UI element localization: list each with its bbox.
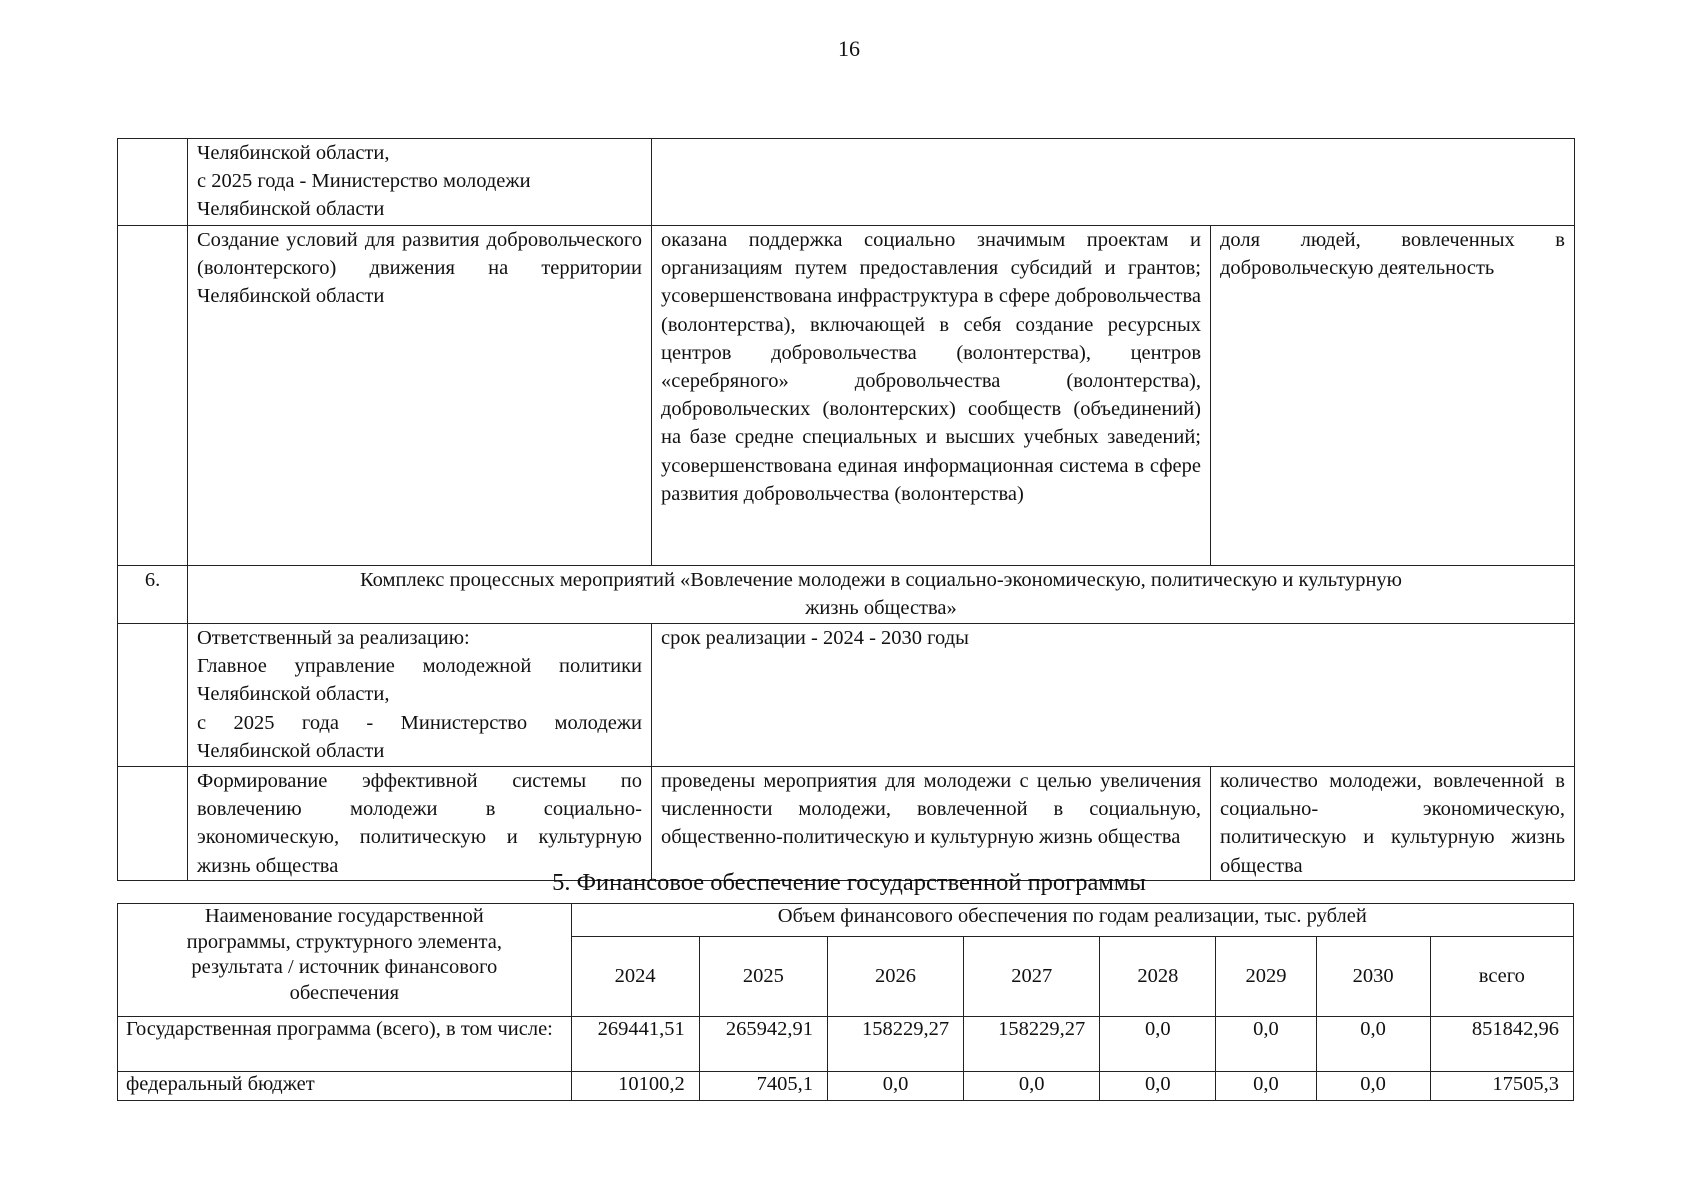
text-line: проведены мероприятия для молодежи с целью [661,770,1092,792]
text-line: Наименование государственной [204,905,484,927]
text-line: социальную, общественно-политическую и [661,798,1202,849]
text-line: «серебряного» добровольчества (волонтерства), [661,370,1201,393]
value-cell: 158229,27 [964,1017,1100,1072]
text-line: движения на территории Челябинской [197,257,642,308]
cell-number [118,139,188,226]
result-cell [652,767,1211,881]
text-line: доля людей, вовлеченных в [1220,229,1565,251]
text-line: Челябинской области, [197,142,390,164]
task-name-cell [188,226,652,566]
text-line: Челябинской области [197,198,385,221]
text-line: количество молодежи, [1220,770,1422,792]
table-row [118,566,1575,624]
table-row [118,1017,1574,1072]
responsible-cell-continued [188,139,652,226]
text-line: увеличения численности молодежи, вовлеченной в [661,770,1201,821]
text-line: с 2025 года - Министерство молодежи [197,170,531,193]
text-line: добровольческого (волонтерского) [197,229,642,280]
value-cell: 7405,1 [699,1072,827,1101]
text-line: и организациям путем предоставления субсидий и [661,229,1201,280]
task-name-cell [188,767,652,881]
name-column-header [118,904,572,1017]
value-cell: 851842,96 [1430,1017,1573,1072]
responsible-cell [188,624,652,767]
text-line: добровольческую деятельность [1220,257,1495,280]
value-cell: 0,0 [1216,1072,1316,1101]
text-line: включающей в себя создание ресурсных центров [661,313,1202,364]
value-cell: 17505,3 [1430,1072,1573,1101]
text-line: вовлеченной в социально- [1220,770,1565,821]
year-header: 2026 [827,937,963,1017]
row-name-cell [118,1017,572,1072]
row-name-cell: федеральный бюджет [118,1072,572,1101]
text-line: экономическую, политическую и [197,826,518,849]
text-line: культурную жизнь общества [930,826,1181,849]
indicator-cell [1211,226,1575,566]
indicator-cell [1211,767,1575,881]
value-cell: 265942,91 [699,1017,827,1072]
text-line: программы, структурного элемента, [186,930,502,953]
value-cell: 0,0 [1100,1017,1216,1072]
year-header: 2028 [1100,937,1216,1017]
page-number: 16 [838,36,860,61]
value-cell: 0,0 [1316,1072,1430,1101]
text-line: добровольчества (волонтерства), центров [771,341,1201,364]
empty-cell [652,139,1575,226]
value-cell: 269441,51 [571,1017,699,1072]
table-row [118,767,1575,881]
year-header: 2030 [1316,937,1430,1017]
year-header: 2025 [699,937,827,1017]
value-cell: 158229,27 [827,1017,963,1072]
cell-number [118,767,188,881]
section-title: 5. Финансовое обеспечение государственной программы [552,869,1146,896]
finance-table [117,903,1574,1101]
text-line: добровольческих (волонтерских) сообществ [661,398,1062,421]
table-row [118,1072,1574,1101]
year-header: 2027 [964,937,1100,1017]
text-line: высших учебных заведений; усовершенствована [661,426,1202,477]
value-cell: 0,0 [1216,1017,1316,1072]
text-line: жизнь общества» [805,597,957,620]
text-line: том числе: [460,1018,553,1040]
text-line: Ответственный за реализацию: [197,627,470,649]
year-header: 2024 [571,937,699,1017]
complex-title-cell [188,566,1575,624]
table-header-row [118,904,1574,937]
text-line: оказана поддержка социально значимым проектам [661,229,1169,251]
text-line: Создание условий для развития [197,229,480,251]
text-line: вовлечению молодежи в социально- [197,798,642,821]
text-line: Челябинской области [197,739,385,762]
text-line: Комплекс процессных мероприятий «Вовлечение молодежи в социально-экономическую, политическую и культурную [360,569,1402,591]
table-row [118,624,1575,767]
value-cell: 10100,2 [571,1072,699,1101]
text-line: экономическую, политическую [1220,798,1565,849]
text-line: с 2025 года - Министерство молодежи [197,711,642,734]
text-line: единая информационная система в сфере развития [661,454,1202,505]
text-line: добровольчества (волонтерства) [743,482,1024,505]
text-line: Формирование эффективной системы по [197,770,642,792]
total-header: всего [1430,937,1573,1017]
text-line: обеспечения [289,981,400,1004]
volume-header: Объем финансового обеспечения по годам реализации, тыс. рублей [571,904,1573,937]
value-cell: 0,0 [1100,1072,1216,1101]
text-line: сфере добровольчества (волонтерства), [661,285,1202,336]
year-header: 2029 [1216,937,1316,1017]
text-line: области [315,285,385,308]
text-line: Главное управление молодежной [197,655,532,678]
text-line: результата / источник финансового [191,956,498,978]
text-line: политики Челябинской области, [197,655,642,706]
table-row [118,226,1575,566]
period-cell: срок реализации - 2024 - 2030 годы [652,624,1575,767]
cell-number [118,226,188,566]
text-line: грантов; усовершенствована инфраструктура в [661,257,1201,308]
value-cell: 0,0 [827,1072,963,1101]
text-line: Государственная программа (всего), в [126,1018,456,1040]
text-line: (объединений) на базе средне специальных и [661,398,1202,449]
value-cell: 0,0 [964,1072,1100,1101]
text-line: и культурную жизнь общества [1220,826,1565,877]
activities-table [117,138,1575,881]
value-cell: 0,0 [1316,1017,1430,1072]
result-cell [652,226,1211,566]
cell-number [118,624,188,767]
row-number: 6. [118,566,188,624]
text-line: культурную жизнь общества [197,826,642,877]
table-row [118,139,1575,226]
